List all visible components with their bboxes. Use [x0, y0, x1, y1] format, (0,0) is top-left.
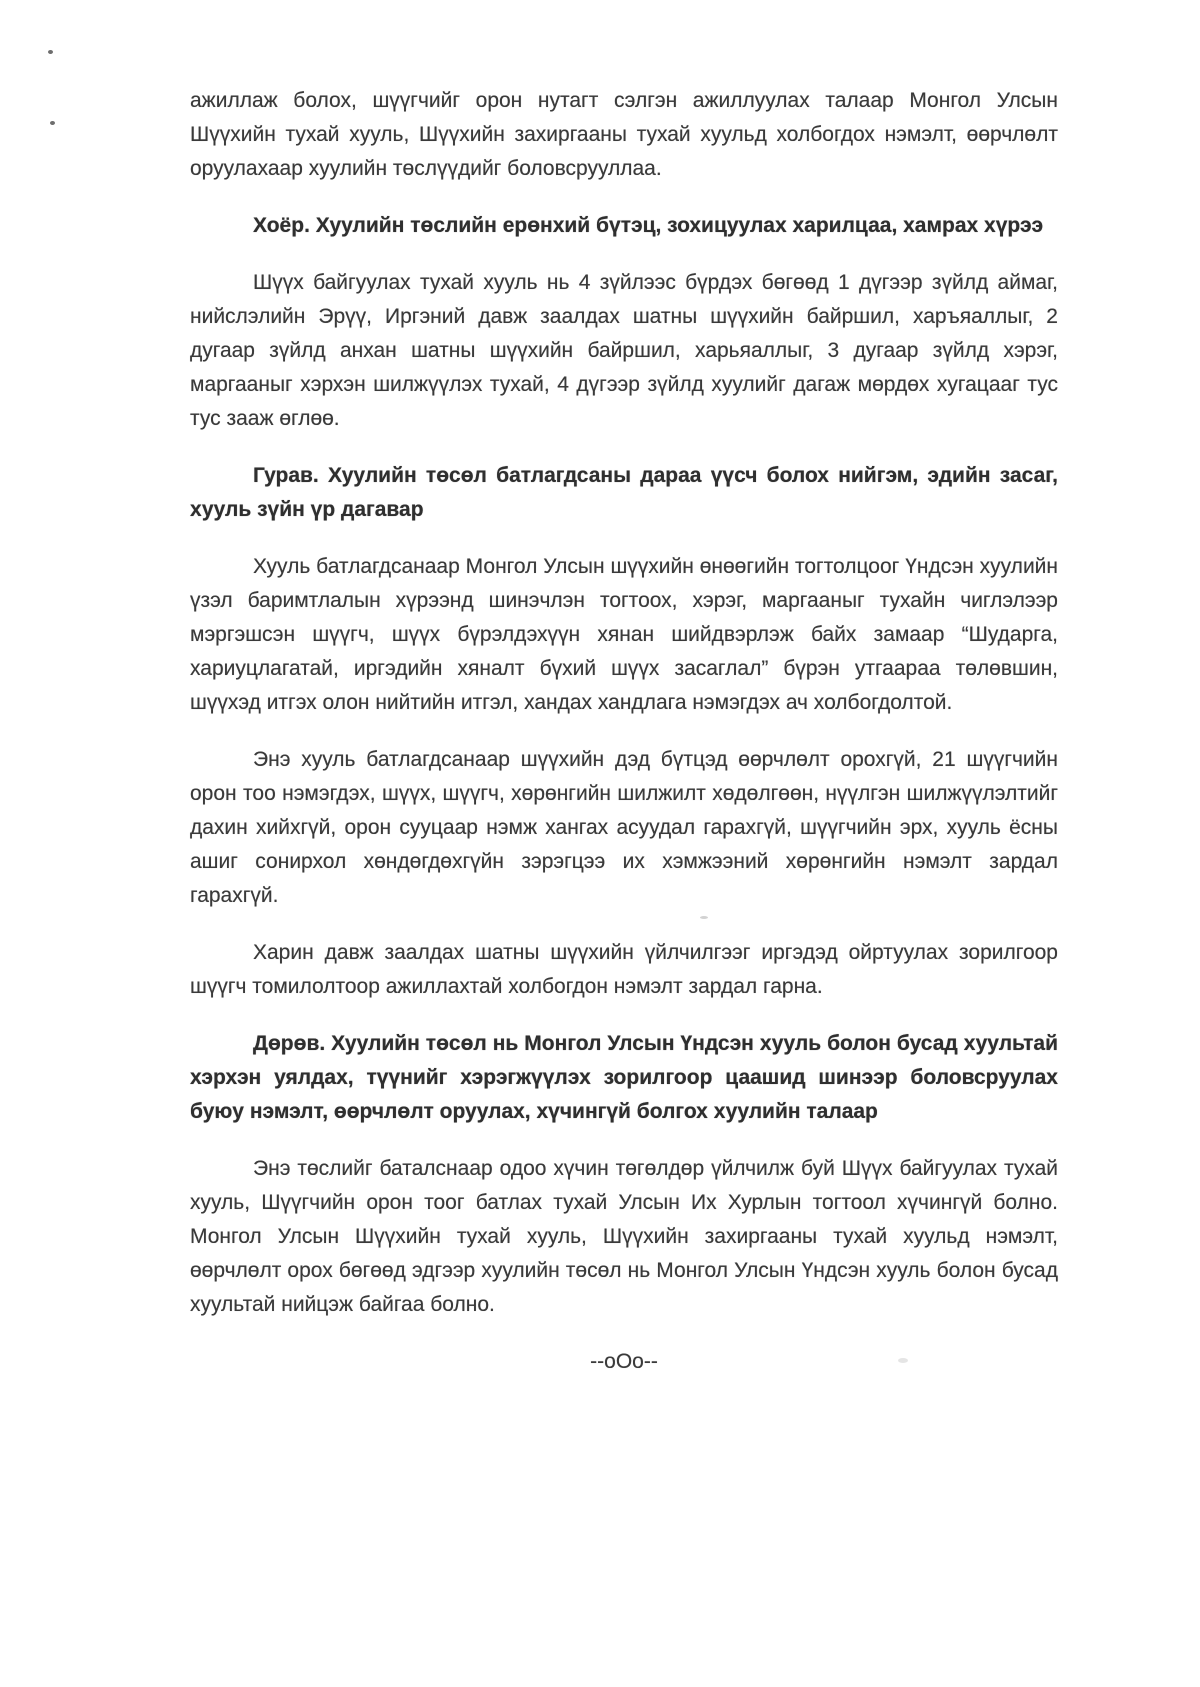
section-four-heading: Дөрөв. Хуулийн төсөл нь Монгол Улсын Үндсэн хууль болон бусад хуультай хэрхэн уялдах, түүнийг хэрэгжүүлэх зорилгоор цаашид шинээр боловсруулах буюу нэмэлт, өөрчлөлт оруулах, хүчингүй болгох хуулийн талаар — [190, 1032, 1058, 1123]
section-two-heading: Хоёр. Хуулийн төслийн ерөнхий бүтэц, зохицуулах харилцаа, хамрах хүрээ — [253, 214, 1044, 237]
section-three-paragraph-1: Хууль батлагдсанаар Монгол Улсын шүүхийн өнөөгийн тогтолцоог Үндсэн хуулийн үзэл баримтлалын хүрээнд шинэчлэн тогтоох, хэрэг, маргааныг тухайн чиглэлээр мэргэшсэн шүүгч, шүүх бүрэлдэхүүн хянан шийдвэрлэж байх замаар “Шударга, хариуцлагатай, иргэдийн хяналт бүхий шүүх засаглал” бүрэн утгаараа төлөвшин, шүүхэд итгэх олон нийтийн итгэл, хандах хандлага нэмэгдэх ач холбогдолтой. — [190, 555, 1058, 714]
document-content — [190, 84, 1058, 1402]
end-mark: --oOo-- — [590, 1350, 658, 1373]
scan-speck — [48, 50, 53, 54]
section-three-heading: Гурав. Хуулийн төсөл батлагдсаны дараа үүсч болох нийгэм, эдийн засаг, хууль зүйн үр дагавар — [190, 464, 1058, 521]
paragraph-continuation: ажиллаж болох, шүүгчийг орон нутагт сэлгэн ажиллуулах талаар Монгол Улсын Шүүхийн тухай хууль, Шүүхийн захиргааны тухай хуульд холбогдох нэмэлт, өөрчлөлт оруулахаар хуулийн төслүүдийг боловсрууллаа. — [190, 89, 1058, 180]
section-three-paragraph-2: Энэ хууль батлагдсанаар шүүхийн дэд бүтцэд өөрчлөлт орохгүй, 21 шүүгчийн орон тоо нэмэгдэх, шүүх, шүүгч, хөрөнгийн шилжилт хөдөлгөөн, нүүлгэн шилжүүлэлтийг дахин хийхгүй, орон сууцаар нэмж хангах асуудал гарахгүй, шүүгчийн эрх, хууль ёсны ашиг сонирхол хөндөгдөхгүйн зэрэгцээ их хэмжээний хөрөнгийн нэмэлт зардал гарахгүй. — [190, 748, 1058, 907]
section-four-paragraph: Энэ төслийг баталснаар одоо хүчин төгөлдөр үйлчилж буй Шүүх байгуулах тухай хууль, Шүүгчийн орон тоог батлах тухай Улсын Их Хурлын тогтоол хүчингүй болно. Монгол Улсын Шүүхийн тухай хууль, Шүүхийн захиргааны тухай хуульд нэмэлт, өөрчлөлт орох бөгөөд эдгээр хуулийн төсөл нь Монгол Улсын Үндсэн хууль болон бусад хуультай нийцэж байгаа болно. — [190, 1157, 1058, 1316]
section-three-paragraph-3: Харин давж заалдах шатны шүүхийн үйлчилгээг иргэдэд ойртуулах зорилгоор шүүгч томилолтоор ажиллахтай холбогдон нэмэлт зардал гарна. — [190, 941, 1058, 998]
scan-speck — [50, 121, 55, 125]
section-two-paragraph: Шүүх байгуулах тухай хууль нь 4 зүйлээс бүрдэх бөгөөд 1 дүгээр зүйлд аймаг, нийслэлийн Эрүү, Иргэний давж заалдах шатны шүүхийн байршил, харъяаллыг, 2 дугаар зүйлд анхан шатны шүүхийн байршил, харьяаллыг, 3 дугаар зүйлд хэрэг, маргааныг хэрхэн шилжүүлэх тухай, 4 дүгээр зүйлд хуулийг дагаж мөрдөх хугацааг тус тус зааж өглөө. — [190, 271, 1058, 430]
